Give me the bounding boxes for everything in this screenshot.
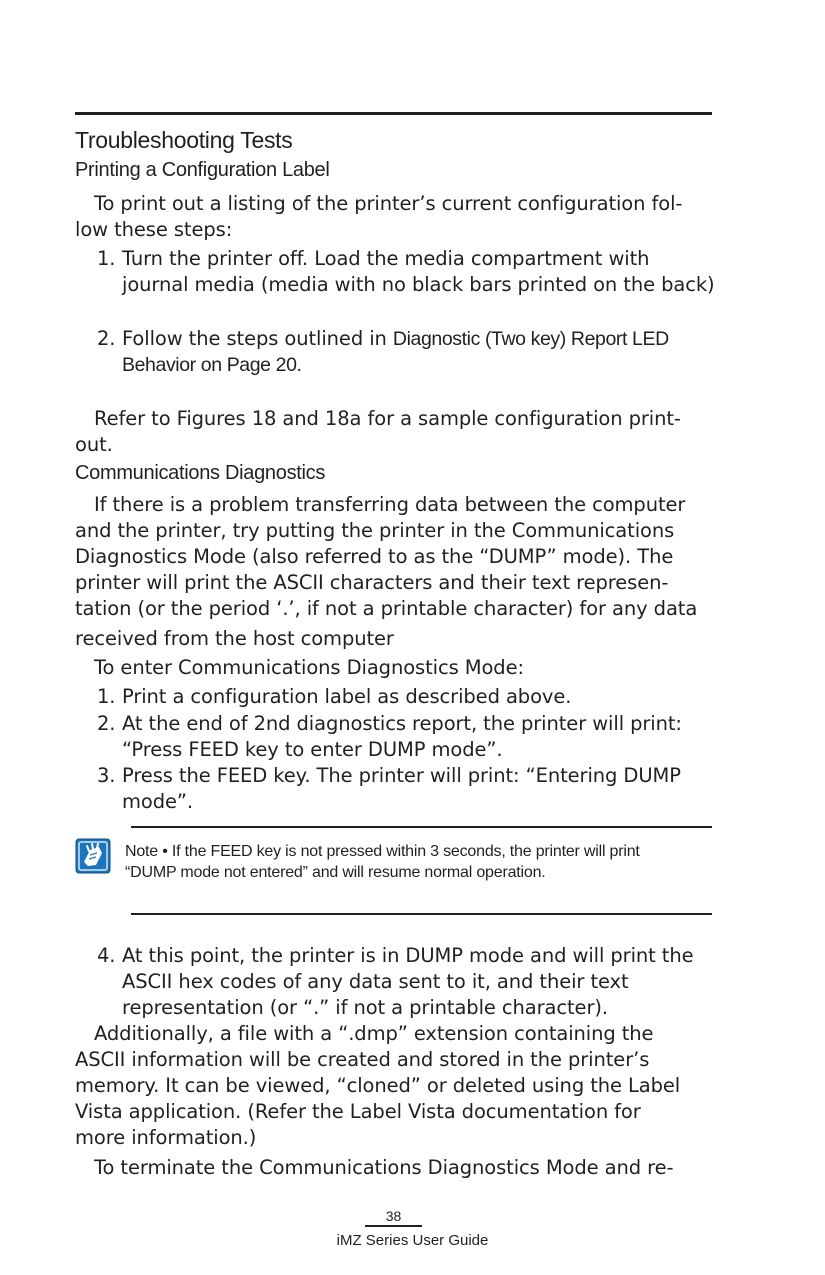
- list-item: [97, 763, 717, 815]
- page-number: 38: [385, 1208, 402, 1224]
- config-intro-line-1: To print out a listing of the printer’s current configuration fol-: [94, 192, 683, 215]
- note-bottom-rule: [131, 913, 712, 915]
- comm-para-line: If there is a problem transferring data between the computer: [94, 493, 686, 516]
- additional-line: memory. It can be viewed, “cloned” or deleted using the Label: [75, 1074, 681, 1097]
- footer-guide-title: iMZ Series User Guide: [336, 1232, 489, 1249]
- comm-para-line: Diagnostics Mode (also referred to as the “DUMP” mode). The: [75, 545, 674, 568]
- list-text-part: Follow the steps outlined in: [122, 327, 393, 350]
- list-number: 2.: [97, 712, 116, 735]
- list-text: [122, 326, 717, 378]
- comm-para-line: and the printer, try putting the printer in the Communications: [75, 519, 675, 542]
- list-item: [97, 246, 717, 298]
- page-number-rule: [365, 1225, 422, 1227]
- refer-figures-line-2: out.: [75, 433, 113, 456]
- terminate-line: To terminate the Communications Diagnostics Mode and re-: [94, 1156, 674, 1179]
- enter-mode-intro: To enter Communications Diagnostics Mode:: [94, 656, 524, 679]
- list-number: 1.: [97, 685, 116, 708]
- section-heading-config-label: Printing a Configuration Label: [75, 159, 330, 181]
- list-item: [97, 326, 717, 378]
- comm-para-line: received from the host computer: [75, 627, 394, 650]
- list-text: At this point, the printer is in DUMP mode and will print the ASCII hex codes of any data sent to it, and their text representation (or “.” if not a printable character).: [122, 944, 694, 1019]
- list-text: Turn the printer off. Load the media compartment with journal media (media with no black bars printed on the back): [122, 247, 715, 296]
- list-number: 2.: [97, 327, 116, 350]
- additional-line: more information.): [75, 1126, 257, 1149]
- note-top-rule: [131, 826, 712, 828]
- additional-line: ASCII information will be created and stored in the printer’s: [75, 1048, 650, 1071]
- comm-para-line: printer will print the ASCII characters and their text represen-: [75, 571, 669, 594]
- refer-figures-line-1: Refer to Figures 18 and 18a for a sample configuration print-: [94, 407, 681, 430]
- page-title: Troubleshooting Tests: [75, 127, 293, 153]
- top-rule: [75, 112, 712, 115]
- list-item: [97, 943, 717, 1021]
- cross-reference-link[interactable]: Diagnostic (Two key) Report LED Behavior on Page 20.: [122, 328, 669, 376]
- config-intro-line-2: low these steps:: [75, 218, 233, 241]
- list-text: Print a configuration label as described above.: [122, 685, 572, 708]
- additional-line: Vista application. (Refer the Label Vista documentation for: [75, 1100, 641, 1123]
- comm-para-line: tation (or the period ‘.’, if not a printable character) for any data: [75, 597, 698, 620]
- list-item: [97, 711, 717, 763]
- section-heading-comm-diagnostics: Communications Diagnostics: [75, 462, 326, 484]
- note-text: Note • If the FEED key is not pressed within 3 seconds, the printer will print “DUMP mode not entered” and will resume normal operation.: [125, 843, 640, 881]
- list-text: At the end of 2nd diagnostics report, the printer will print: “Press FEED key to enter DUMP mode”.: [122, 712, 682, 761]
- note-hand-icon: [75, 838, 111, 874]
- list-number: 4.: [97, 944, 116, 967]
- list-text: Press the FEED key. The printer will print: “Entering DUMP mode”.: [122, 764, 681, 813]
- list-number: 1.: [97, 247, 116, 270]
- additional-line: Additionally, a file with a “.dmp” extension containing the: [94, 1022, 654, 1045]
- list-number: 3.: [97, 764, 116, 787]
- list-item: [97, 684, 717, 710]
